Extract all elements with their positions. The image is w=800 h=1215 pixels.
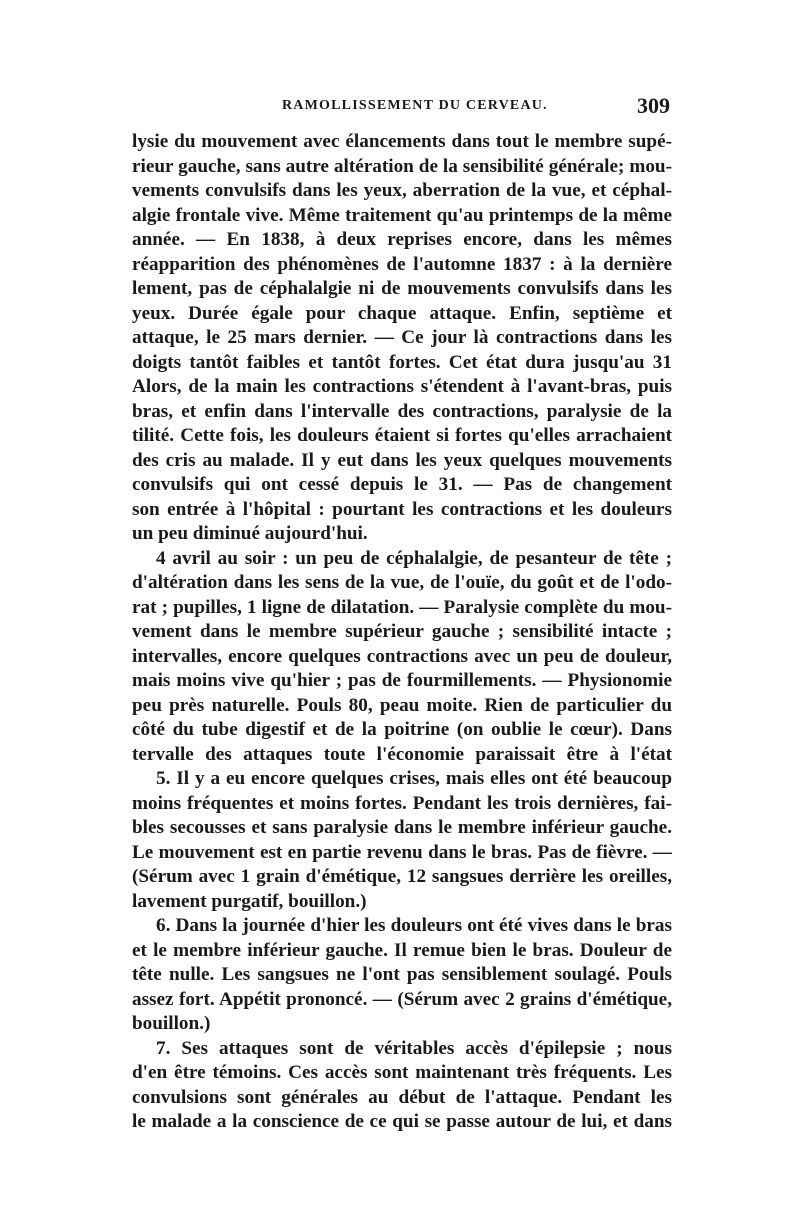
page-header <box>132 93 672 122</box>
text-line: année. — En 1838, à deux reprises encore, dans les mêmes <box>132 229 672 250</box>
text-line: mais moins vive qu'hier ; pas de fourmillements. — Physionomie <box>132 670 672 691</box>
text-line: vements convulsifs dans les yeux, aberration de la vue, et céphal- <box>132 180 672 201</box>
text-line: lement, pas de céphalalgie ni de mouvements convulsifs dans les <box>132 278 672 299</box>
text-line: côté du tube digestif et de la poitrine (on oublie le cœur). Dans <box>132 719 672 740</box>
text-line: 4 avril au soir : un peu de céphalalgie, de pesanteur de tête ; <box>156 547 672 569</box>
text-line: d'en être témoins. Ces accès sont maintenant très fréquents. Les <box>132 1062 672 1083</box>
text-line: assez fort. Appétit prononcé. — (Sérum avec 2 grains d'émétique, <box>132 988 672 1010</box>
text-line: et le membre inférieur gauche. Il remue bien le bras. Douleur de <box>132 939 672 961</box>
text-line: tilité. Cette fois, les douleurs étaient si fortes qu'elles arrachaient <box>132 425 672 446</box>
text-line: peu près naturelle. Pouls 80, peau moite. Rien de particulier du <box>132 694 672 716</box>
text-line: rieur gauche, sans autre altération de la sensibilité générale; mou- <box>132 155 672 177</box>
text-line: bouillon.) <box>132 1013 211 1034</box>
text-line: lysie du mouvement avec élancements dans tout le membre supé- <box>132 131 672 152</box>
text-line: (Sérum avec 1 grain d'émétique, 12 sangsues derrière les oreilles, <box>132 866 672 887</box>
text-line: Le mouvement est en partie revenu dans le bras. Pas de fièvre. — <box>132 841 672 863</box>
running-title: RAMOLLISSEMENT DU CERVEAU. <box>282 98 548 113</box>
text-line: attaque, le 25 mars dernier. — Ce jour là contractions dans les <box>132 327 672 348</box>
text-line: un peu diminué aujourd'hui. <box>132 523 368 544</box>
text-line: bras, et enfin dans l'intervalle des contractions, paralysie de la <box>132 400 672 422</box>
text-line: Alors, de la main les contractions s'étendent à l'avant-bras, puis <box>132 376 672 397</box>
text-line: son entrée à l'hôpital : pourtant les contractions et les douleurs <box>132 498 672 520</box>
text-line: 7. Ses attaques sont de véritables accès d'épilepsie ; nous <box>156 1037 672 1059</box>
page-number: 309 <box>637 93 670 118</box>
text-line: d'altération dans les sens de la vue, de l'ouïe, du goût et de l'odo- <box>132 572 672 593</box>
text-line: 6. Dans la journée d'hier les douleurs ont été vives dans le bras <box>156 915 672 936</box>
body-text <box>132 130 672 1135</box>
text-line: le malade a la conscience de ce qui se passe autour de lui, et dans <box>132 1111 672 1132</box>
text-line: intervalles, encore quelques contractions avec un peu de douleur, <box>132 645 672 667</box>
text-line: lavement purgatif, bouillon.) <box>132 890 367 912</box>
text-line: bles secousses et sans paralysie dans le membre inférieur gauche. <box>132 817 672 838</box>
text-line: des cris au malade. Il y eut dans les yeux quelques mouvements <box>132 449 672 471</box>
text-line: tête nulle. Les sangsues ne l'ont pas sensiblement soulagé. Pouls <box>132 964 672 985</box>
text-line: réapparition des phénomènes de l'automne 1837 : à la dernière <box>132 253 672 275</box>
text-line: doigts tantôt faibles et tantôt fortes. Cet état dura jusqu'au 31 <box>132 351 672 373</box>
text-line: yeux. Durée égale pour chaque attaque. Enfin, septième et <box>132 302 672 324</box>
text-line: moins fréquentes et moins fortes. Pendant les trois dernières, fai- <box>132 792 672 814</box>
text-line: algie frontale vive. Même traitement qu'au printemps de la même <box>132 204 672 226</box>
text-line: convulsions sont générales au début de l'attaque. Pendant les <box>132 1086 672 1108</box>
text-line: tervalle des attaques toute l'économie paraissait être à l'état <box>132 743 672 765</box>
text-line: convulsifs qui ont cessé depuis le 31. — Pas de changement <box>132 474 672 495</box>
book-page <box>132 93 672 1135</box>
text-line: vement dans le membre supérieur gauche ; sensibilité intacte ; <box>132 621 672 642</box>
text-line: 5. Il y a eu encore quelques crises, mais elles ont été beaucoup <box>156 768 672 789</box>
text-line: rat ; pupilles, 1 ligne de dilatation. — Paralysie complète du mou- <box>132 596 672 618</box>
